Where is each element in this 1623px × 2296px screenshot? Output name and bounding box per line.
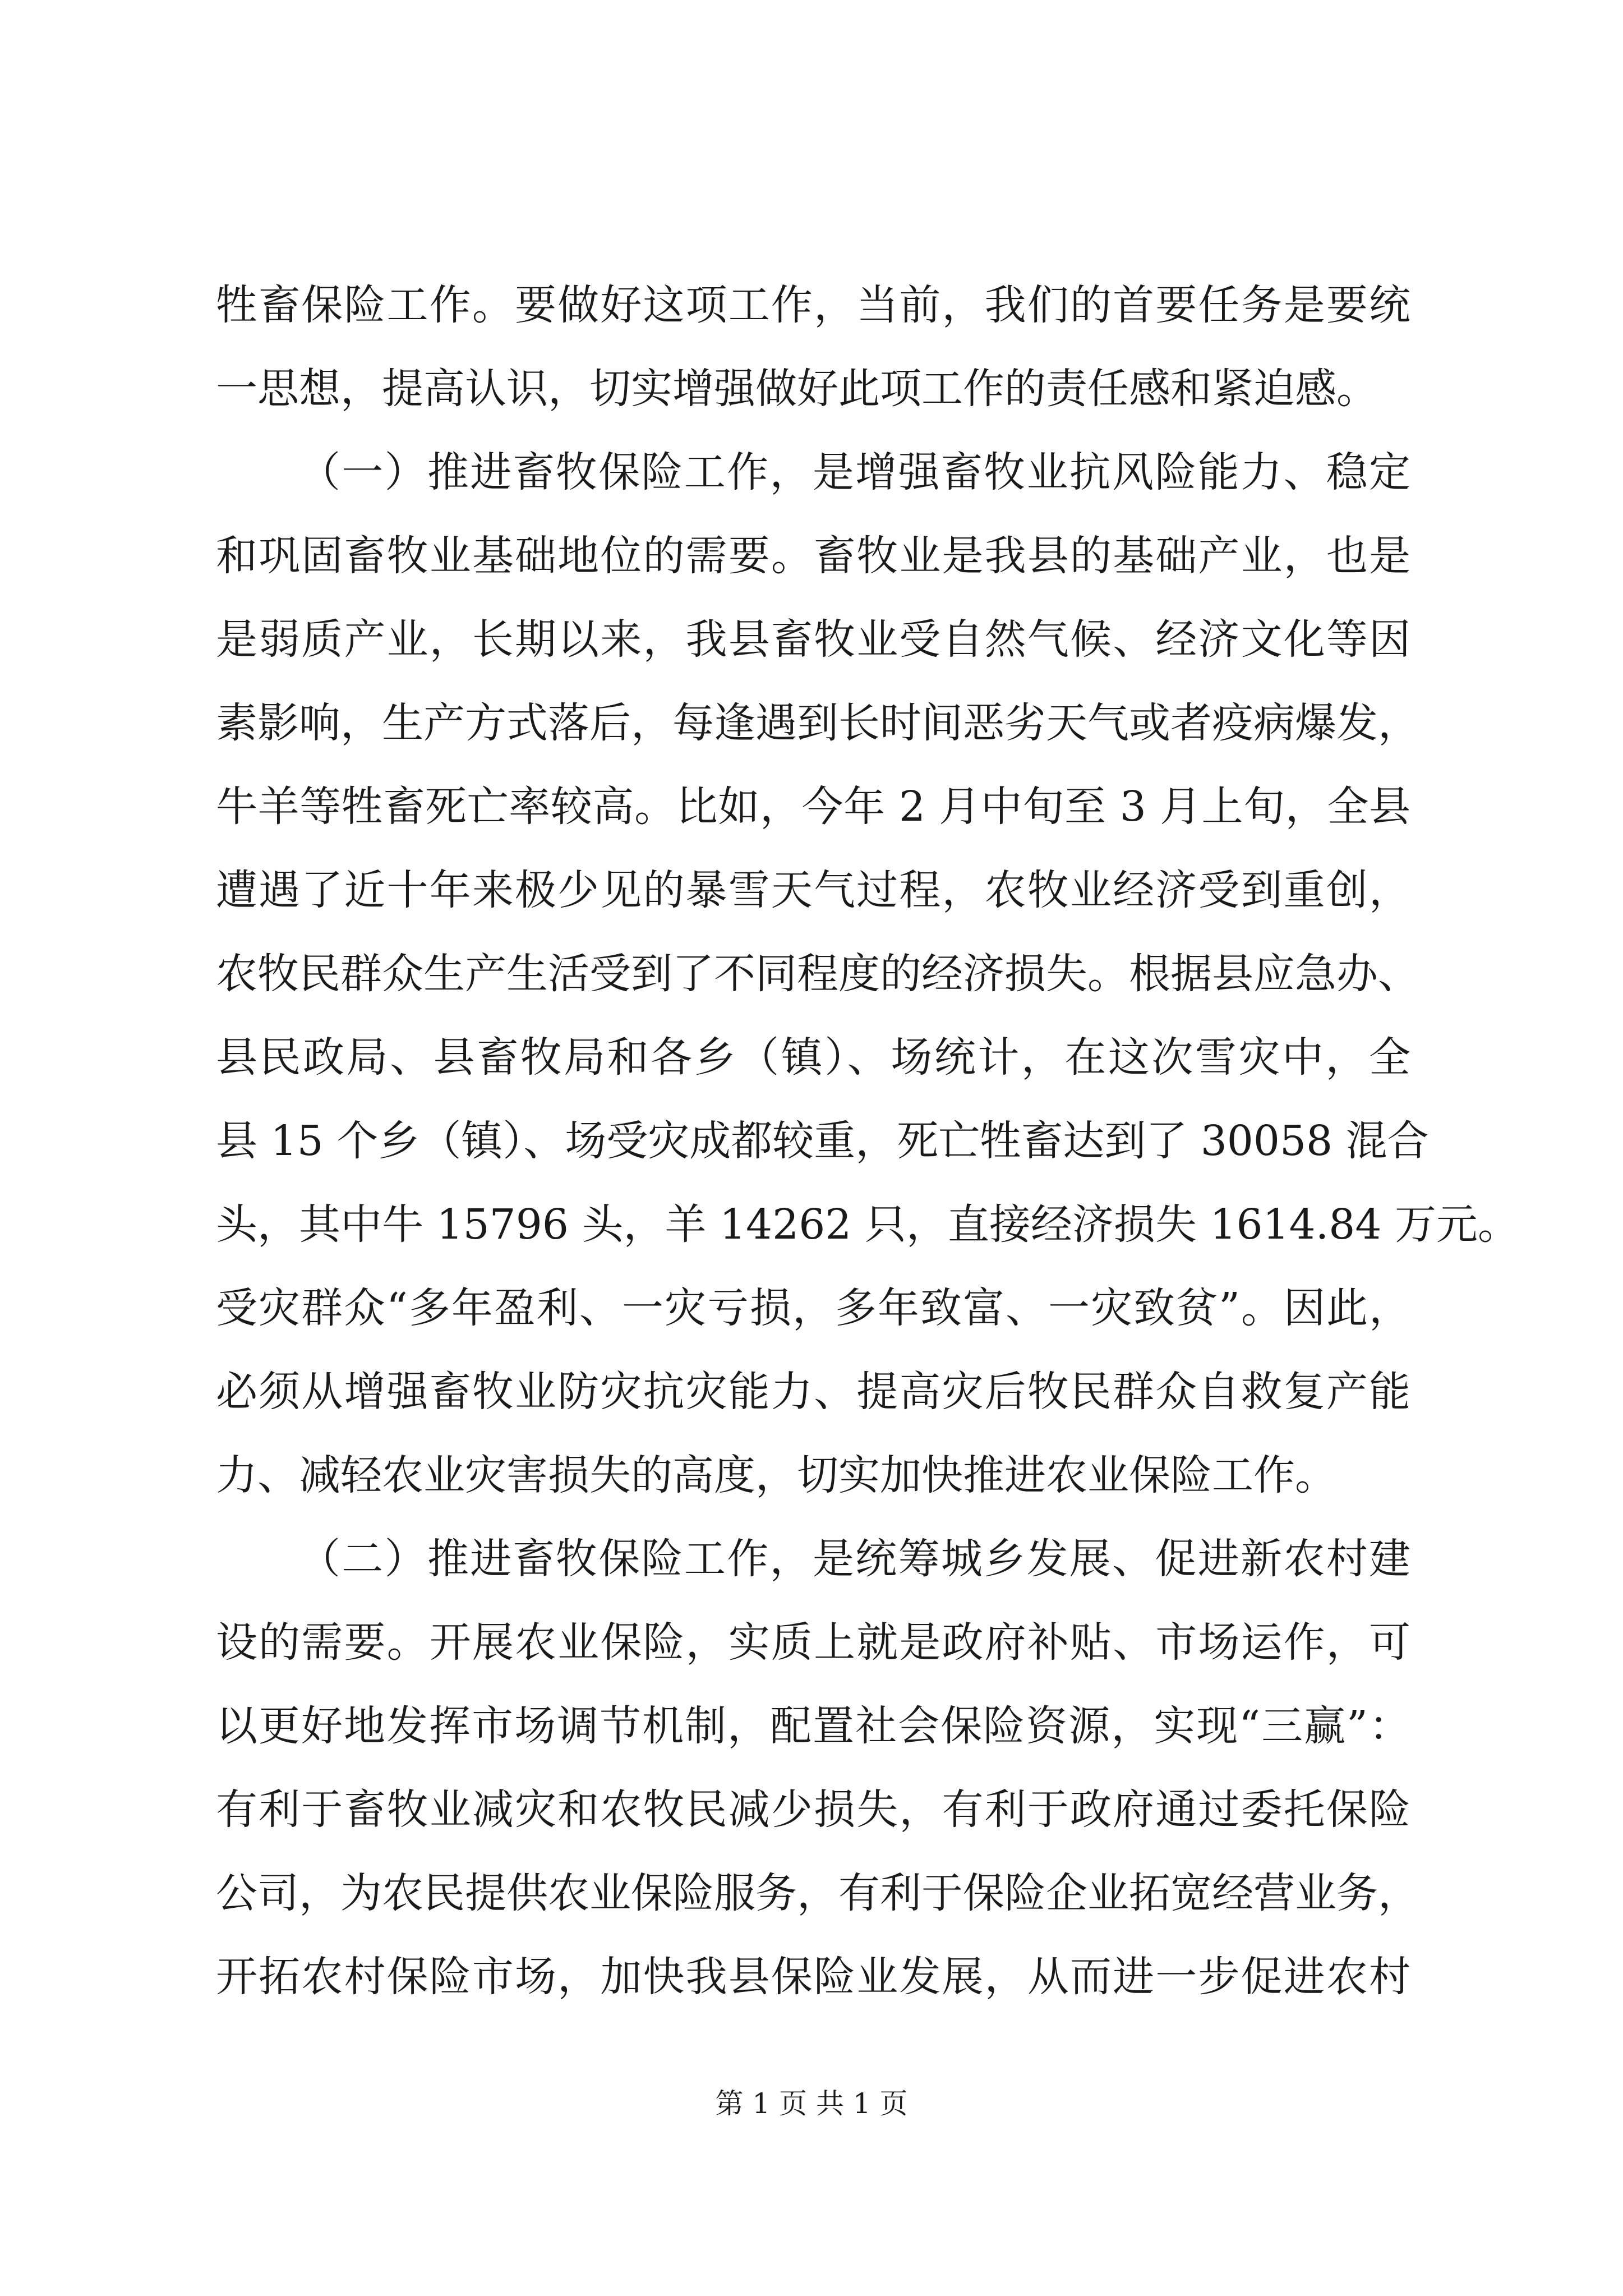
text-line: 县民政局、县畜牧局和各乡（镇）、场统计，在这次雪灾中，全: [216, 1033, 1410, 1082]
document-body: [216, 264, 1519, 2019]
page-number-footer: 第 1 页 共 1 页: [715, 2087, 908, 2120]
text-line: （一）推进畜牧保险工作，是增强畜牧业抗风险能力、稳定: [299, 448, 1410, 496]
text-line: 开拓农村保险市场，加快我县保险业发展，从而进一步促进农村: [216, 1953, 1410, 2001]
text-line: 牛羊等牲畜死亡率较高。比如，今年 2 月中旬至 3 月上旬，全县: [216, 783, 1410, 831]
text-line: （二）推进畜牧保险工作，是统筹城乡发展、促进新农村建: [299, 1535, 1410, 1583]
text-line: 是弱质产业，长期以来，我县畜牧业受自然气候、经济文化等因: [216, 615, 1410, 664]
text-line: 有利于畜牧业减灾和农牧民减少损失，有利于政府通过委托保险: [216, 1786, 1410, 1834]
text-line: 公司，为农民提供农业保险服务，有利于保险企业拓宽经营业务，: [216, 1869, 1419, 1917]
text-line: 素影响，生产方式落后，每逢遇到长时间恶劣天气或者疫病爆发，: [216, 699, 1419, 747]
paragraph-1: [216, 264, 1410, 431]
text-line: 和巩固畜牧业基础地位的需要。畜牧业是我县的基础产业，也是: [216, 532, 1410, 580]
text-line: 头，其中牛 15796 头，羊 14262 只，直接经济损失 1614.84 万元。: [216, 1200, 1519, 1249]
paragraph-2: [216, 431, 1519, 1517]
text-line: 牲畜保险工作。要做好这项工作，当前，我们的首要任务是要统: [216, 281, 1410, 329]
text-line: 设的需要。开展农业保险，实质上就是政府补贴、市场运作，可: [216, 1618, 1410, 1667]
text-line: 力、减轻农业灾害损失的高度，切实加快推进农业保险工作。: [216, 1451, 1336, 1499]
text-line: 必须从增强畜牧业防灾抗灾能力、提高灾后牧民群众自救复产能: [216, 1368, 1410, 1416]
text-line: 县 15 个乡（镇）、场受灾成都较重，死亡牲畜达到了 30058 混合: [216, 1117, 1429, 1165]
text-line: 农牧民群众生产生活受到了不同程度的经济损失。根据县应急办、: [216, 950, 1419, 998]
text-line: 遭遇了近十年来极少见的暴雪天气过程，农牧业经济受到重创，: [216, 866, 1410, 914]
text-line: 以更好地发挥市场调节机制，配置社会保险资源，实现“三赢”：: [216, 1702, 1410, 1750]
paragraph-3: [216, 1517, 1419, 2019]
text-line: 受灾群众“多年盈利、一灾亏损，多年致富、一灾致贫”。因此，: [216, 1284, 1410, 1332]
text-line: 一思想，提高认识，切实增强做好此项工作的责任感和紧迫感。: [216, 365, 1378, 413]
